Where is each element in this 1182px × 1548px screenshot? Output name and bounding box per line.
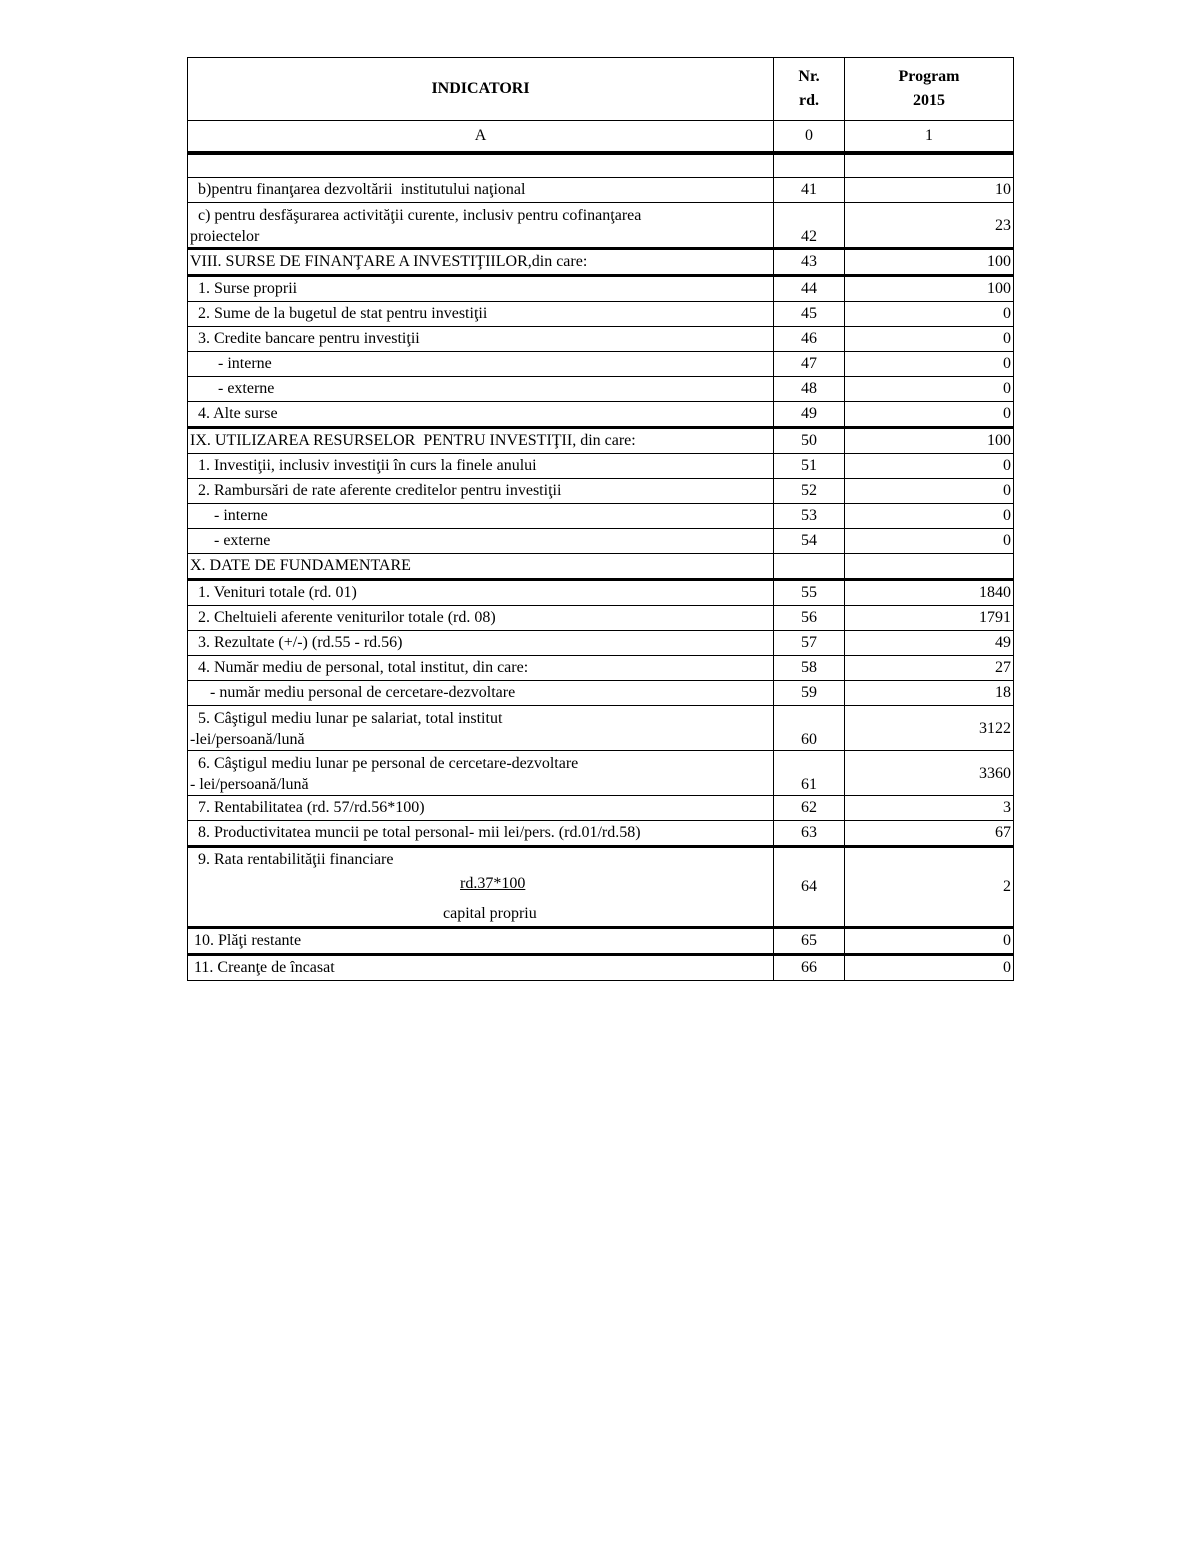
table-row [188, 479, 1014, 504]
table-row [188, 327, 1014, 352]
table-row [188, 847, 1014, 928]
row-number-cell: 49 [774, 402, 845, 428]
letter-0: 0 [774, 121, 845, 154]
indicator-cell: IX. UTILIZAREA RESURSELOR PENTRU INVESTIŢII, din care: [188, 428, 774, 454]
table-row [188, 796, 1014, 821]
program-value-cell: 67 [845, 821, 1014, 847]
row-number-cell: 60 [774, 706, 845, 751]
indicator-cell: 1. Venituri totale (rd. 01) [188, 580, 774, 606]
row-number-cell: 66 [774, 955, 845, 981]
fraction-denominator: capital propriu [443, 905, 537, 922]
program-value-cell: 49 [845, 631, 1014, 656]
indicator-cell: - externe [188, 377, 774, 402]
table-row [188, 606, 1014, 631]
row-number-cell: 52 [774, 479, 845, 504]
indicator-cell: 8. Productivitatea muncii pe total personal- mii lei/pers. (rd.01/rd.58) [188, 821, 774, 847]
table-row [188, 402, 1014, 428]
program-value-cell: 0 [845, 327, 1014, 352]
row-number-cell: 42 [774, 203, 845, 249]
program-value-cell: 0 [845, 479, 1014, 504]
table-row [188, 352, 1014, 377]
indicator-cell: 2. Cheltuieli aferente veniturilor totale (rd. 08) [188, 606, 774, 631]
table-row [188, 631, 1014, 656]
row-number-cell: 62 [774, 796, 845, 821]
table-row [188, 529, 1014, 554]
indicator-cell [188, 706, 774, 751]
indicator-cell: - interne [188, 352, 774, 377]
row-number-cell: 63 [774, 821, 845, 847]
row-number-cell: 54 [774, 529, 845, 554]
program-value-cell: 1840 [845, 580, 1014, 606]
table-row [188, 928, 1014, 955]
indicator-line-2: -lei/persoană/lună [190, 731, 305, 748]
indicator-cell [188, 203, 774, 249]
program-value-cell: 0 [845, 955, 1014, 981]
program-value-cell: 0 [845, 928, 1014, 955]
letter-a: A [188, 121, 774, 154]
indicator-line-1: c) pentru desfăşurarea activităţii curente, inclusiv pentru cofinanţarea [190, 207, 642, 224]
table-row [188, 454, 1014, 479]
indicator-cell: - număr mediu personal de cercetare-dezvoltare [188, 681, 774, 706]
table-row [188, 656, 1014, 681]
program-value-cell: 100 [845, 276, 1014, 302]
row-number-cell: 58 [774, 656, 845, 681]
indicator-cell: 11. Creanţe de încasat [188, 955, 774, 981]
row-number-cell: 45 [774, 302, 845, 327]
header-nr-line1: Nr. [798, 68, 820, 85]
indicator-cell: 2. Sume de la bugetul de stat pentru investiţii [188, 302, 774, 327]
table-row [188, 203, 1014, 249]
program-value-cell: 1791 [845, 606, 1014, 631]
row-number-cell: 59 [774, 681, 845, 706]
row-number-cell: 48 [774, 377, 845, 402]
program-value-cell: 0 [845, 302, 1014, 327]
program-value-cell [845, 554, 1014, 580]
row-number-cell: 57 [774, 631, 845, 656]
program-value-cell: 0 [845, 352, 1014, 377]
table-row [188, 955, 1014, 981]
header-program-line2: 2015 [913, 92, 945, 109]
header-indicatori: INDICATORI [188, 58, 774, 121]
table-row [188, 249, 1014, 276]
table-row [188, 554, 1014, 580]
row-number-cell: 51 [774, 454, 845, 479]
row-number-cell: 50 [774, 428, 845, 454]
program-value-cell: 0 [845, 504, 1014, 529]
indicator-line-1: 9. Rata rentabilităţii financiare [190, 851, 394, 868]
table-row [188, 428, 1014, 454]
indicator-cell [188, 847, 774, 928]
program-value-cell: 2 [845, 847, 1014, 928]
indicator-line-2: - lei/persoană/lună [190, 776, 309, 793]
program-value-cell: 3122 [845, 706, 1014, 751]
program-value-cell: 18 [845, 681, 1014, 706]
indicator-line-1: 5. Câştigul mediu lunar pe salariat, total institut [190, 710, 503, 727]
indicator-line-2: proiectelor [190, 228, 260, 245]
indicator-cell: 3. Rezultate (+/-) (rd.55 - rd.56) [188, 631, 774, 656]
table-row [188, 751, 1014, 796]
header-nr-line2: rd. [799, 92, 819, 109]
indicator-cell [188, 751, 774, 796]
table-row [188, 706, 1014, 751]
program-value-cell: 0 [845, 402, 1014, 428]
indicator-cell: 7. Rentabilitatea (rd. 57/rd.56*100) [188, 796, 774, 821]
header-program-line1: Program [898, 68, 960, 85]
program-value-cell: 0 [845, 377, 1014, 402]
row-number-cell: 61 [774, 751, 845, 796]
program-value-cell: 3 [845, 796, 1014, 821]
table-row [188, 377, 1014, 402]
indicator-cell: - interne [188, 504, 774, 529]
program-value-cell: 0 [845, 529, 1014, 554]
indicator-cell: VIII. SURSE DE FINANŢARE A INVESTIŢIILOR,din care: [188, 249, 774, 276]
row-number-cell [774, 554, 845, 580]
program-value-cell: 27 [845, 656, 1014, 681]
blank-row [188, 153, 1014, 178]
program-value-cell: 100 [845, 249, 1014, 276]
indicator-cell: 2. Rambursări de rate aferente creditelor pentru investiţii [188, 479, 774, 504]
table-row [188, 178, 1014, 203]
indicator-cell: 1. Surse proprii [188, 276, 774, 302]
indicator-cell: 1. Investiţii, inclusiv investiţii în curs la finele anului [188, 454, 774, 479]
program-value-cell: 0 [845, 454, 1014, 479]
indicator-cell: 10. Plăţi restante [188, 928, 774, 955]
table-row [188, 821, 1014, 847]
program-value-cell: 100 [845, 428, 1014, 454]
indicator-cell: 4. Număr mediu de personal, total institut, din care: [188, 656, 774, 681]
table-row [188, 302, 1014, 327]
table-header [188, 58, 1014, 121]
row-number-cell: 41 [774, 178, 845, 203]
program-value-cell: 23 [845, 203, 1014, 249]
table-row [188, 504, 1014, 529]
table-row [188, 580, 1014, 606]
column-letters-row [188, 121, 1014, 154]
table-row [188, 681, 1014, 706]
row-number-cell: 53 [774, 504, 845, 529]
indicators-table [187, 57, 1014, 981]
header-program [845, 58, 1014, 121]
row-number-cell: 55 [774, 580, 845, 606]
fraction-numerator: rd.37*100 [460, 875, 526, 892]
indicator-cell: b)pentru finanţarea dezvoltării institutului naţional [188, 178, 774, 203]
row-number-cell: 47 [774, 352, 845, 377]
row-number-cell: 64 [774, 847, 845, 928]
row-number-cell: 56 [774, 606, 845, 631]
program-value-cell: 3360 [845, 751, 1014, 796]
row-number-cell: 65 [774, 928, 845, 955]
table-body [188, 178, 1014, 981]
indicator-cell: 3. Credite bancare pentru investiţii [188, 327, 774, 352]
row-number-cell: 46 [774, 327, 845, 352]
letter-1: 1 [845, 121, 1014, 154]
row-number-cell: 44 [774, 276, 845, 302]
table-row [188, 276, 1014, 302]
indicator-line-1: 6. Câştigul mediu lunar pe personal de cercetare-dezvoltare [190, 755, 579, 772]
header-nr-rd [774, 58, 845, 121]
indicator-cell: - externe [188, 529, 774, 554]
program-value-cell: 10 [845, 178, 1014, 203]
indicator-cell: X. DATE DE FUNDAMENTARE [188, 554, 774, 580]
row-number-cell: 43 [774, 249, 845, 276]
indicator-cell: 4. Alte surse [188, 402, 774, 428]
